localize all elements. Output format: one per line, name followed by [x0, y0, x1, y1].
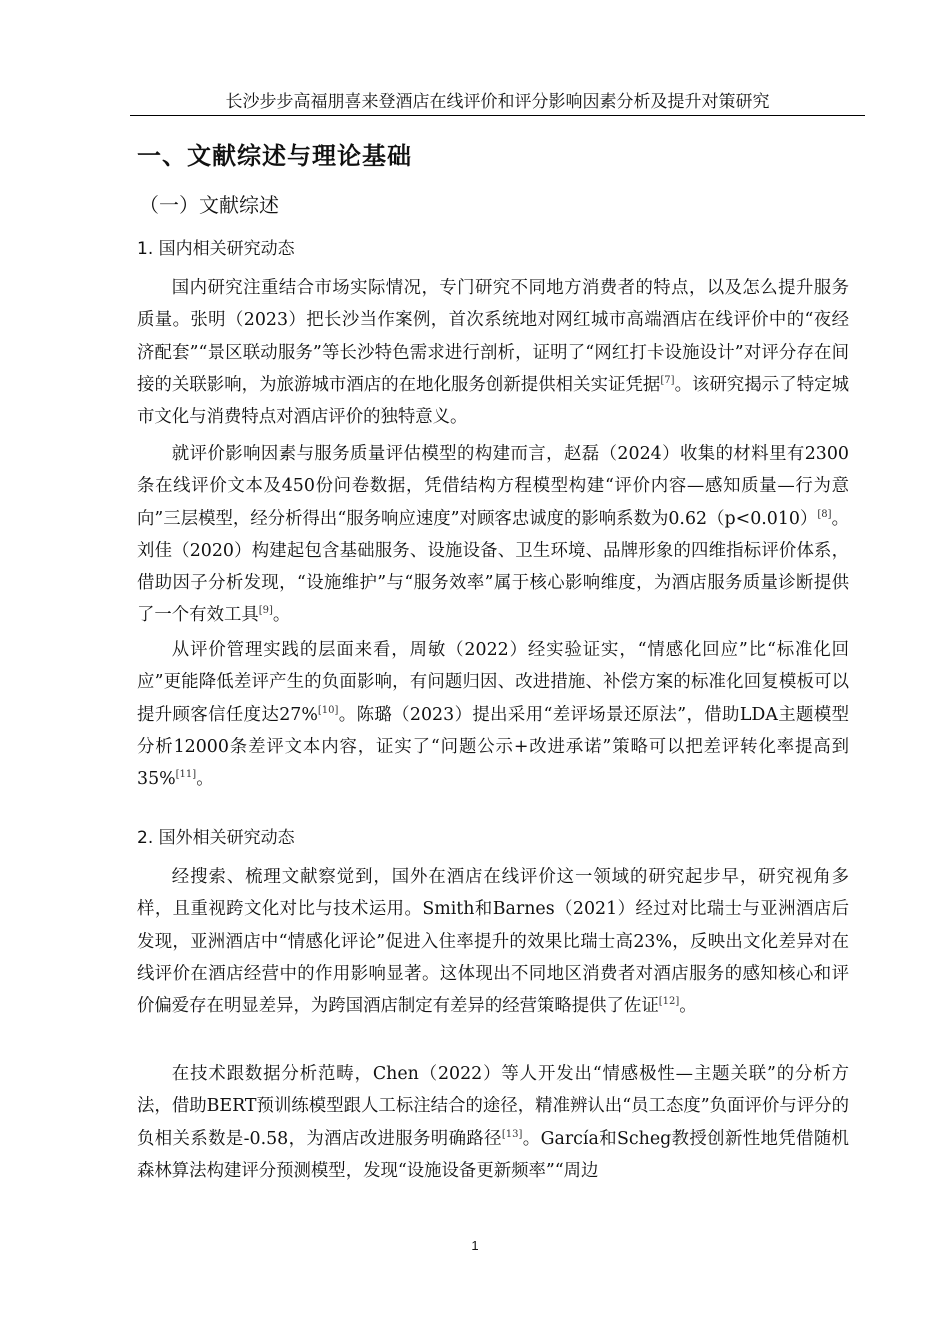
citation-ref: [7]: [660, 375, 675, 387]
citation-ref: [12]: [658, 996, 680, 1008]
citation-ref: [9]: [258, 605, 273, 617]
citation-ref: [8]: [817, 508, 832, 520]
text-run: 。: [272, 605, 291, 626]
citation-ref: [13]: [501, 1128, 523, 1140]
paragraph: [137, 272, 849, 433]
text-run: 。该研究揭示了特定城市文化与消费特点对酒店评价的独特意义。: [137, 374, 849, 428]
paragraph: [137, 1058, 849, 1187]
paragraph: [137, 438, 849, 632]
text-run: 。García和Scheg教授创新性地凭借随机森林算法构建评分预测模型，发现“设施设备更新频率”“周边: [137, 1128, 849, 1181]
citation-ref: [10]: [317, 704, 339, 716]
citation-ref: [11]: [175, 769, 197, 781]
text-run: 在技术跟数据分析范畴，Chen（2022）等人开发出“情感极性—主题关联”的分析方法，借助BERT预训练模型跟人工标注结合的途径，精准辨认出“员工态度”负面评价与评分的负相关系数是-0.58，为酒店改进服务明确路径: [137, 1064, 849, 1149]
text-run: 。: [679, 996, 697, 1017]
page-number: 1: [471, 1238, 479, 1253]
text-run: 经搜索、梳理文献察觉到，国外在酒店在线评价这一领域的研究起步早，研究视角多样，且重视跨文化对比与技术运用。Smith和Barnes（2021）经过对比瑞士与亚洲酒店后发现，亚洲酒店中“情感化评论”促进入住率提升的效果比瑞士高23%，反映出文化差异对在线评价在酒店经营中的作用影响显著。这体现出不同地区消费者对酒店服务的感知核心和评价偏爱存在明显差异，为跨国酒店制定有差异的经营策略提供了佐证: [137, 867, 849, 1017]
section-title: （一）文献综述: [139, 193, 279, 217]
text-run: 国内研究注重结合市场实际情况，专门研究不同地方消费者的特点，以及怎么提升服务质量。张明（2023）把长沙当作案例，首次系统地对网红城市高端酒店在线评价中的“夜经济配套”“景区联动服务”等长沙特色需求进行剖析，证明了“网红打卡设施设计”对评分存在间接的关联影响，为旅游城市酒店的在地化服务创新提供相关实证凭据: [137, 278, 849, 395]
text-run: 就评价影响因素与服务质量评估模型的构建而言，赵磊（2024）收集的材料里有2300条在线评价文本及450份问卷数据，凭借结构方程模型构建“评价内容—感知质量—行为意向”三层模型，经分析得出“服务响应速度”对顾客忠诚度的影响系数为0.62（p<0.010）: [137, 444, 849, 529]
subsection-title-foreign: 2. 国外相关研究动态: [137, 828, 295, 848]
paragraph: [137, 634, 849, 795]
text-run: 。陈璐（2023）提出采用“差评场景还原法”，借助LDA主题模型分析12000条差评文本内容，证实了“问题公示+改进承诺”策略可以把差评转化率提高到35%: [137, 704, 849, 790]
chapter-title: 一、文献综述与理论基础: [137, 142, 412, 170]
text-run: 。: [196, 769, 214, 790]
paragraph: [137, 861, 849, 1022]
text-run: 。刘佳（2020）构建起包含基础服务、设施设备、卫生环境、品牌形象的四维指标评价体系，借助因子分析发现，“设施维护”与“服务效率”属于核心影响维度，为酒店服务质量诊断提供了一个有效工具: [137, 508, 849, 626]
subsection-title-domestic: 1. 国内相关研究动态: [137, 239, 295, 259]
text-run: 从评价管理实践的层面来看，周敏（2022）经实验证实，“情感化回应”比“标准化回应”更能降低差评产生的负面影响，有问题归因、改进措施、补偿方案的标准化回复模板可以提升顾客信任度达27%: [137, 640, 849, 725]
running-header: 长沙步步高福朋喜来登酒店在线评价和评分影响因素分析及提升对策研究: [130, 90, 865, 116]
